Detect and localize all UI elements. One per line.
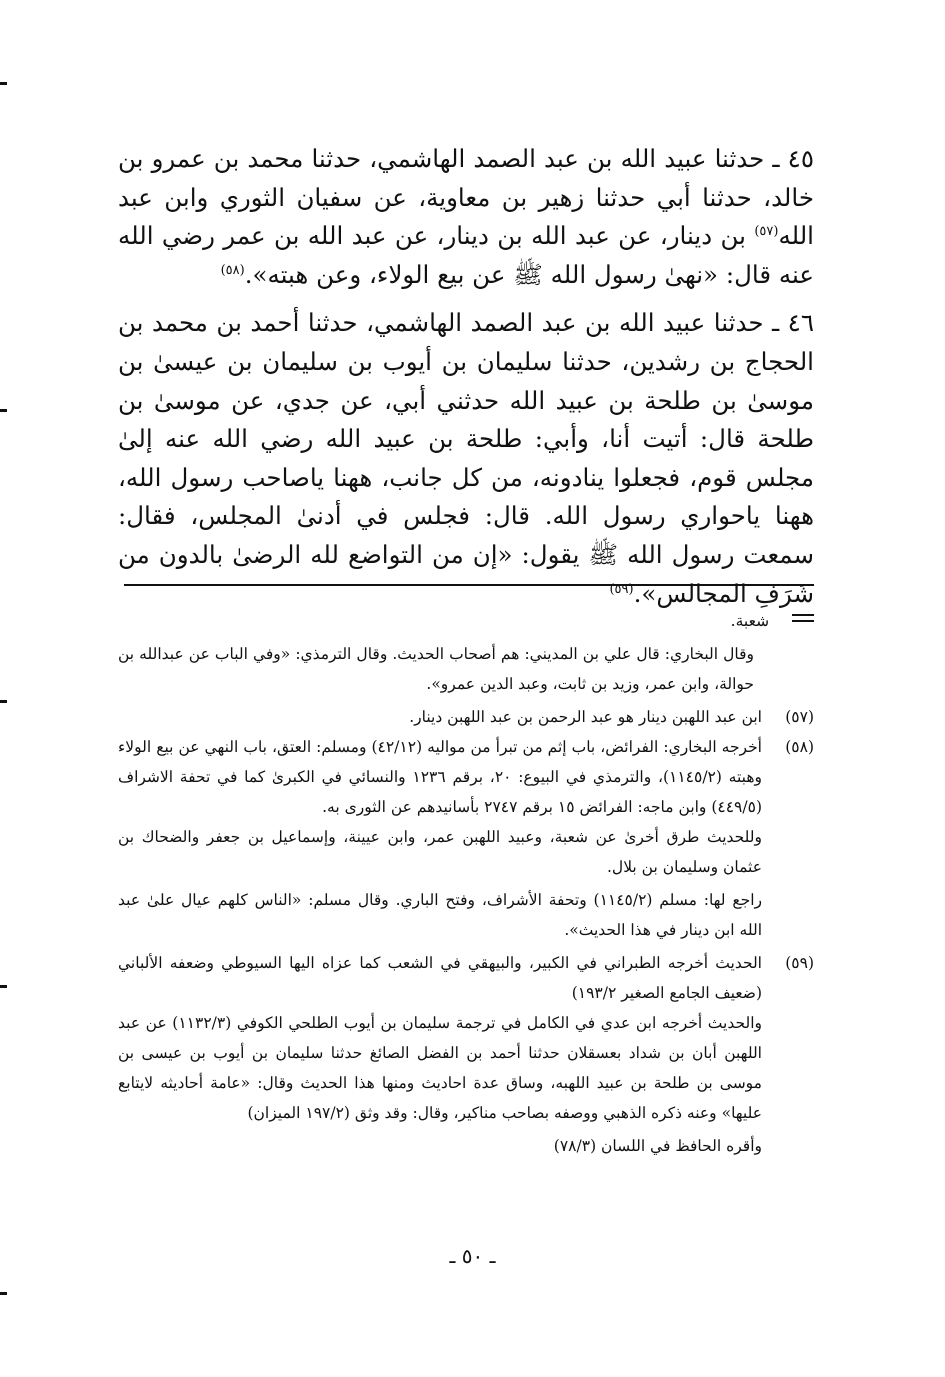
footnote-59-paragraph: والحديث أخرجه ابن عدي في الكامل في ترجمة سليمان بن أيوب الطلحي الكوفي (١١٣٢/٣) عن عبد اللهبن أبان بن شداد بعسقلان حدثنا أحمد بن الفضل الصائغ حدثنا سليمان بن أيوب بن عيسى بن موسى بن طلحة بن عبيد اللهبه، وساق عدة احاديث ومنها هذا الحديث وقال: «عامة أحاديثه لايتابع عليها» وعنه ذكره الذهبي ووصفه بصاحب مناكير، وقال: وقد وثق (١٩٧/٢ الميزان) [118, 1014, 762, 1122]
page-number: ـ ٥٠ ـ [449, 1244, 496, 1268]
margin-tick [0, 700, 7, 703]
footnote-separator [124, 584, 814, 586]
footnote-cont-paragraph: وقال البخاري: قال علي بن المديني: هم أصحاب الحديث. وقال الترمذي: «وفي الباب عن عبدالله بن حوالة، وابن عمر، وزيد بن ثابت، وعبد الدين عمرو». [118, 645, 754, 693]
continuation-mark-icon [792, 610, 814, 626]
footnote-text: أخرجه البخاري: الفرائض، باب إثم من تبرأ من مواليه (٤٢/١٢) ومسلم: العتق، باب النهي عن بيع الولاء وهبته (١١٤٥/٢)، والترمذي في البيوع: ٢٠، برقم ١٢٣٦ والنسائي في الكبرىٰ كما في تحفة الاشراف (٤٤٩/٥) وابن ماجه: الفرائض ١٥ برقم ٢٧٤٧ بأسانيدهم عن الثورى به. [118, 738, 762, 816]
main-text [118, 140, 814, 623]
footnote-ref-58: (٥٨) [220, 262, 245, 278]
footnote-58-paragraph: راجع لها: مسلم (١١٤٥/٢) وتحفة الأشراف، وفتح الباري. وقال مسلم: «الناس كلهم عيال علىٰ عبد الله ابن دينار في هذا الحديث». [118, 891, 762, 939]
footnote-continued [118, 606, 814, 636]
margin-tick [0, 409, 7, 412]
footnote-59 [118, 948, 814, 1008]
hadith-45-text-cont: بن دينار، عن عبد الله بن دينار، عن عبد الله بن عمر رضي الله عنه قال: «نهىٰ رسول الله ﷺ عن بيع الولاء، وعن هبته». [118, 221, 814, 289]
footnote-ref-57: (٥٧) [754, 224, 779, 240]
footnote-number: (٥٧) [785, 708, 814, 726]
hadith-45-text: ٤٥ ـ حدثنا عبيد الله بن عبد الصمد الهاشمي، حدثنا محمد بن عمرو بن خالد، حدثنا أبي حدثنا زهير بن معاوية، عن سفيان الثوري وابن عبد الله [118, 144, 814, 251]
footnote-number: (٥٩) [785, 954, 814, 972]
footnote-58 [118, 732, 814, 822]
hadith-46 [118, 304, 814, 613]
hadith-45 [118, 140, 814, 294]
footnote-number: (٥٨) [785, 738, 814, 756]
footnote-57 [118, 702, 814, 732]
footnote-continued-text: شعبة. [730, 612, 770, 630]
margin-tick [0, 1292, 7, 1295]
margin-tick [0, 985, 7, 988]
footnote-text: ابن عبد اللهبن دينار هو عبد الرحمن بن عبد اللهبن دينار. [409, 708, 762, 726]
footnote-ref-59: (٥٩) [609, 581, 634, 597]
margin-tick [0, 82, 7, 85]
footnote-59-paragraph: وأقره الحافظ في اللسان (٧٨/٣) [553, 1137, 762, 1155]
footnote-text: الحديث أخرجه الطبراني في الكبير، والبيهقي في الشعب كما عزاه اليها السيوطي وضعفه الألباني (ضعيف الجامع الصغير ١٩٣/٢) [118, 954, 762, 1002]
footnotes [118, 606, 814, 1164]
hadith-46-text: ٤٦ ـ حدثنا عبيد الله بن عبد الصمد الهاشمي، حدثنا أحمد بن محمد بن الحجاج بن رشدين، حدثنا سليمان بن أيوب بن سليمان بن عيسىٰ بن موسىٰ بن طلحة بن عبيد الله حدثني أبي، عن جدي، عن موسىٰ بن طلحة قال: أتيت أنا، وأبي: طلحة بن عبيد الله رضي الله عنه إلىٰ مجلس قوم، فجعلوا ينادونه، من كل جانب، ههنا ياصاحب رسول الله، ههنا ياحواري رسول الله. قال: فجلس في أدنىٰ المجلس، فقال: سمعت رسول الله ﷺ يقول: «إن من التواضع لله الرضىٰ بالدون من شَرَفِ المجالس». [118, 308, 814, 608]
footnote-58-paragraph: وللحديث طرق أخرىٰ عن شعبة، وعبيد اللهبن عمر، وابن عيينة، وإسماعيل بن جعفر والضحاك بن عثمان وسليمان بن بلال. [118, 828, 762, 876]
